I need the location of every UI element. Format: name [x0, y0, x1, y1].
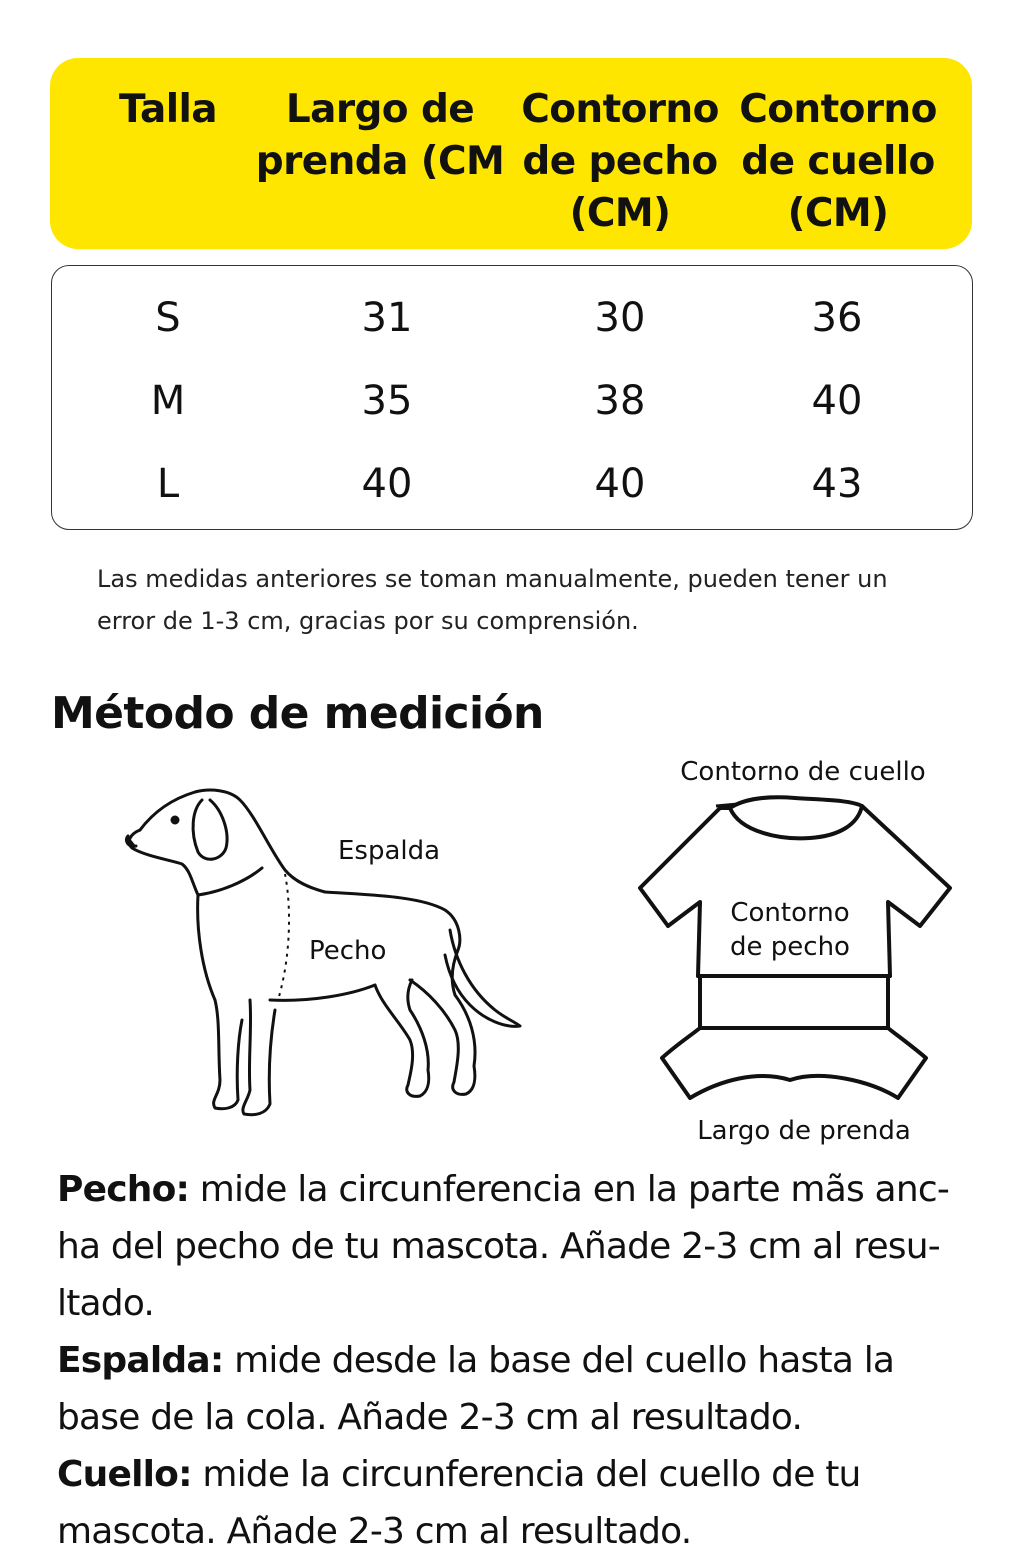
dog-label-pecho: Pecho	[309, 936, 387, 966]
instruction-text: mide la circunferencia en la parte mãs anc-ha del pecho de tu mascota. Añade 2-3 cm al resu-ltado.	[57, 1169, 950, 1324]
garment-label-cuello: Contorno de cuello	[680, 757, 926, 787]
size-cell: M	[150, 378, 186, 424]
cuello-cell: 43	[811, 461, 863, 507]
largo-cell: 40	[361, 461, 413, 507]
instruction-term: Pecho:	[57, 1169, 190, 1210]
dog-label-espalda: Espalda	[338, 836, 441, 866]
table-row	[0, 455, 1024, 515]
largo-cell: 31	[361, 295, 413, 341]
instruction-pecho	[57, 1161, 967, 1332]
largo-cell: 35	[361, 378, 413, 424]
pecho-cell: 30	[594, 295, 646, 341]
table-row	[0, 289, 1024, 349]
method-title: Método de medición	[51, 688, 544, 739]
header-talla: Talla	[119, 87, 217, 132]
header-contorno-de-cuello: Contorno de cuello (CM)	[739, 87, 937, 236]
instruction-cuello	[57, 1446, 967, 1560]
size-cell: L	[156, 461, 180, 507]
garment-label-largo: Largo de prenda	[697, 1116, 911, 1146]
measurement-note: Las medidas anteriores se toman manualmente, pueden tener un error de 1-3 cm, gracias por su comprensión.	[97, 565, 888, 635]
cuello-cell: 40	[811, 378, 863, 424]
header-contorno-de-pecho: Contorno de pecho (CM)	[521, 87, 719, 236]
instruction-text: mide la circunferencia del cuello de tu mascota. Añade 2-3 cm al resultado.	[57, 1454, 861, 1552]
cuello-cell: 36	[811, 295, 863, 341]
table-row	[0, 372, 1024, 432]
instruction-text: mide desde la base del cuello hasta la base de la cola. Añade 2-3 cm al resultado.	[57, 1340, 895, 1438]
instruction-term: Cuello:	[57, 1454, 192, 1495]
pecho-cell: 40	[594, 461, 646, 507]
garment-label-pecho: Contorno de pecho	[730, 898, 850, 962]
instruction-espalda	[57, 1332, 967, 1446]
size-cell: S	[155, 295, 181, 341]
header-largo-de-prenda: Largo de prenda (CM	[255, 87, 505, 184]
pecho-cell: 38	[594, 378, 646, 424]
instruction-term: Espalda:	[57, 1340, 224, 1381]
